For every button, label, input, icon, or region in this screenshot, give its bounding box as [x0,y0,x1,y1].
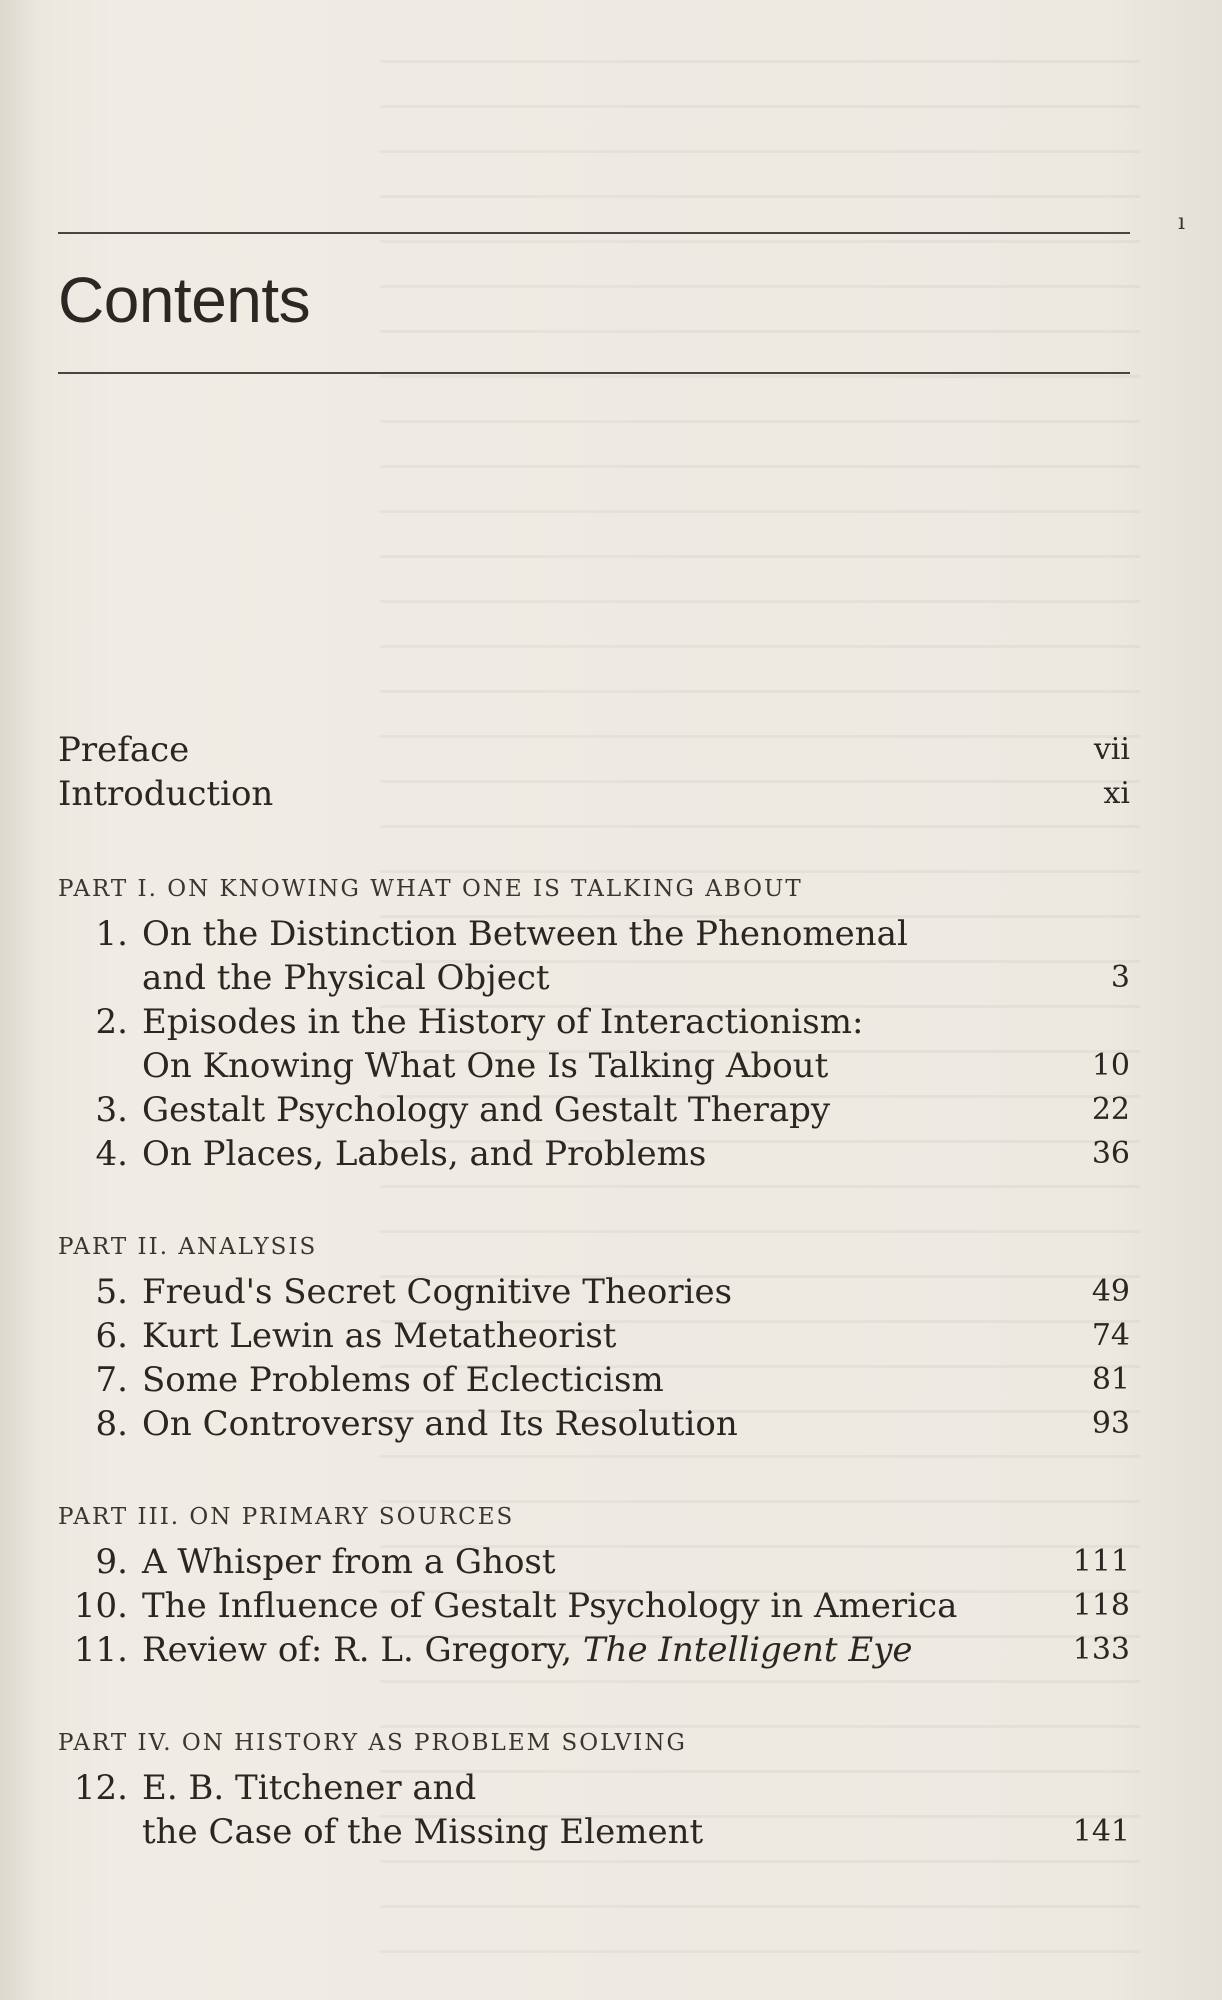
toc-entry [58,1000,1130,1088]
part-heading: PART IV. ON HISTORY AS PROBLEM SOLVING [58,1730,687,1756]
chapter-page: 10 [1091,1048,1130,1083]
toc-entry [58,912,1130,1000]
chapter-title: Kurt Lewin as Metatheorist [142,1316,617,1356]
front-page: xi [1103,776,1130,811]
table-of-contents [58,728,1130,1854]
top-rule [58,232,1130,234]
chapter-number: 6. [95,1316,128,1356]
chapter-title: On the Distinction Between the Phenomenal and the Physical Object [142,914,908,998]
toc-entry [58,1766,1130,1854]
toc-entry [58,1358,1130,1402]
chapter-number: 4. [95,1134,128,1174]
toc-entry [58,1088,1130,1132]
chapter-title: Freud's Secret Cognitive Theories [142,1272,733,1312]
front-page: vii [1093,732,1130,767]
part-heading: PART II. ANALYSIS [58,1234,318,1260]
chapter-title: On Controversy and Its Resolution [142,1404,738,1444]
chapter-page: 49 [1091,1274,1130,1309]
toc-entry [58,1314,1130,1358]
chapter-title: Gestalt Psychology and Gestalt Therapy [142,1090,831,1130]
chapter-title: Review of: R. L. Gregory, The Intelligent Eye [142,1630,913,1670]
front-title: Introduction [58,774,274,814]
toc-entry [58,1402,1130,1446]
toc-entry [58,1628,1130,1672]
toc-entry [58,1132,1130,1176]
chapter-number: 1. [95,914,128,954]
chapter-page: 133 [1072,1632,1130,1667]
chapter-page: 118 [1072,1588,1130,1623]
chapter-page: 3 [1110,960,1130,995]
toc-entry [58,1270,1130,1314]
chapter-page: 22 [1091,1092,1130,1127]
chapter-title: On Places, Labels, and Problems [142,1134,707,1174]
chapter-title: The Influence of Gestalt Psychology in America [142,1586,958,1626]
toc-entry [58,1540,1130,1584]
toc-entry [58,1584,1130,1628]
chapter-page: 111 [1072,1544,1130,1579]
bottom-rule [58,372,1130,374]
chapter-title: A Whisper from a Ghost [142,1542,556,1582]
chapter-number: 2. [95,1002,128,1042]
chapter-number: 10. [73,1586,128,1626]
chapter-page: 93 [1091,1406,1130,1441]
part-heading: PART III. ON PRIMARY SOURCES [58,1504,515,1530]
chapter-number: 12. [73,1768,128,1808]
chapter-page: 81 [1091,1362,1130,1397]
chapter-number: 7. [95,1360,128,1400]
toc-front-preface [58,728,1130,772]
chapter-page: 141 [1072,1814,1130,1849]
chapter-number: 11. [73,1630,128,1670]
chapter-number: 9. [95,1542,128,1582]
page-title: Contents [58,264,311,336]
front-title: Preface [58,730,190,770]
chapter-number: 8. [95,1404,128,1444]
toc-front-introduction [58,772,1130,816]
part-heading: PART I. ON KNOWING WHAT ONE IS TALKING ABOUT [58,876,803,902]
stray-mark: ı [1178,210,1186,235]
chapter-title: Episodes in the History of Interactionism: On Knowing What One Is Talking About [142,1002,864,1086]
book-title-italic: The Intelligent Eye [582,1630,913,1670]
chapter-page: 74 [1091,1318,1130,1353]
chapter-title: Some Problems of Eclecticism [142,1360,664,1400]
chapter-number: 5. [95,1272,128,1312]
chapter-title: E. B. Titchener and the Case of the Missing Element [142,1768,704,1852]
chapter-number: 3. [95,1090,128,1130]
chapter-page: 36 [1091,1136,1130,1171]
